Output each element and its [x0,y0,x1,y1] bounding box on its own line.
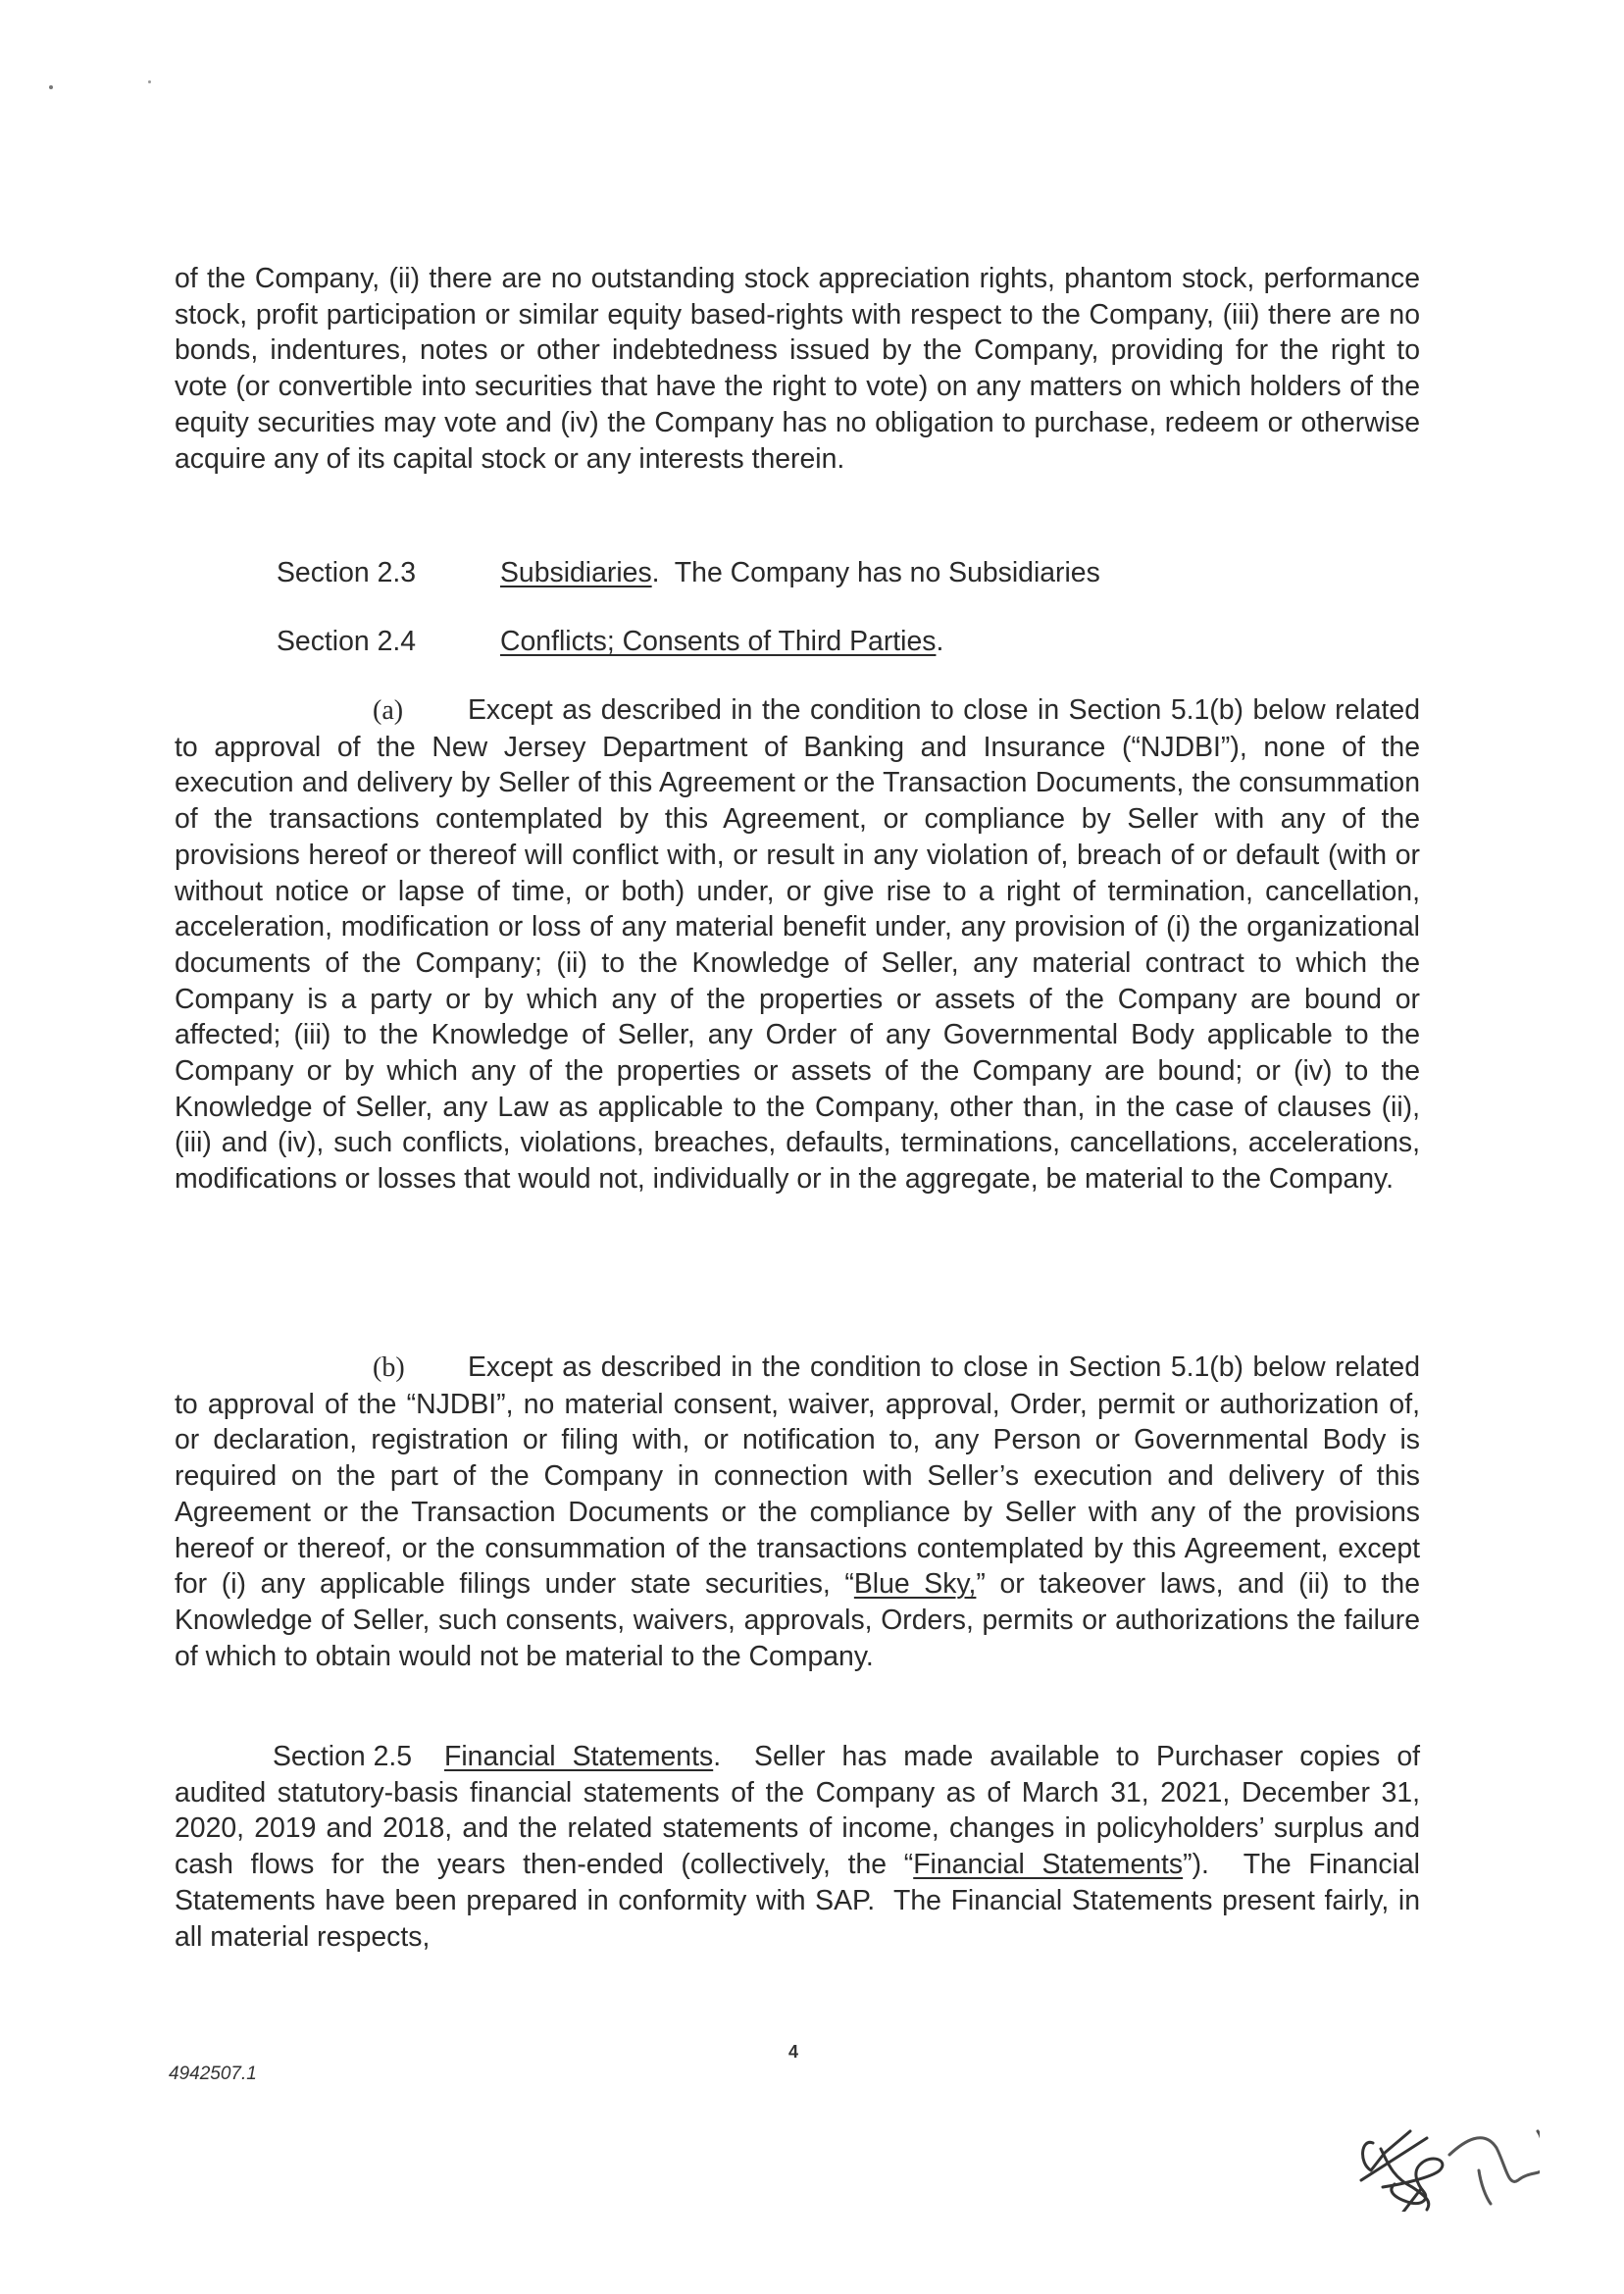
subsection-label: (b) [373,1352,405,1383]
subsection-text: ” or takeover laws, and (ii) to the Knowledge of Seller, such consents, waivers, approvals, Orders, permits or authorizations the failure of which to obtain would not be material to the Company. [175,1568,1420,1672]
intro-paragraph: of the Company, (ii) there are no outstanding stock appreciation rights, phantom stock, performance stock, profit participation or similar equity based-rights with respect to the Company, (iii) there are no bonds, indentures, notes or other indebtedness issued by the Company, providing for the right to vote (or convertible into securities that have the right to vote) on any matters on which holders of the equity securities may vote and (iv) the Company has no obligation to purchase, redeem or otherwise acquire any of its capital stock or any interests therein. [175,263,1420,475]
section-text: ”). The Financial Statements have been prepared in conformity with SAP. The Financial Statements present fairly, in all material respects, [175,1849,1428,1953]
document-id: 4942507.1 [169,2064,257,2084]
section-title-line [500,555,1100,591]
section-title: Conflicts; Consents of Third Parties [500,626,937,657]
subsection-text: Except as described in the condition to close in Section 5.1(b) below related to approval of the “NJDBI”, no material consent, waiver, approval, Order, permit or authorization of, or declaration, registration or filing with, or notification to, any Person or Governmental Body is required on the part of the Company in connection with Seller’s execution and delivery of this Agreement or the Transaction Documents or the compliance by Seller with any of the provisions hereof or thereof, or the consummation of the transactions contemplated by this Agreement, except for (i) any applicable filings under state securities, “ [175,1351,1420,1601]
page-number: 4 [788,2042,799,2062]
section-title-line [500,624,943,660]
section-title-punct: . [936,626,944,657]
scan-speck [148,80,151,83]
section-title: Financial Statements [444,1741,714,1772]
subsection-text: Except as described in the condition to close in Section 5.1(b) below related to approval of the New Jersey Department of Banking and Insurance (“NJDBI”), none of the execution and delivery by Seller of this Agreement or the Transaction Documents, the consummation of the transactions contemplated by this Agreement, or compliance by Seller with any of the provisions hereof or thereof will conflict with, or result in any violation of, breach of or default (with or without notice or lapse of time, or both) under, or give rise to a right of termination, cancellation, acceleration, modification or loss of any material benefit under, any provision of (i) the organizational documents of the Company; (ii) to the Knowledge of Seller, any material contract to which the Company is a party or by which any of the properties or assets of the Company are bound or affected; (iii) to the Knowledge of Seller, any Order of any Governmental Body applicable to the Company or by which any of the properties or assets of the Company are bound; or (iv) to the Knowledge of Seller, any Law as applicable to the Company, other than, in the case of clauses (ii), (iii) and (iv), such conflicts, violations, breaches, defaults, terminations, cancellations, accelerations, modifications or losses that would not, individually or in the aggregate, be material to the Company. [175,694,1420,1196]
section-2-5-paragraph [175,1739,1428,1955]
section-text: Seller has made available to Purchaser copies of audited statutory-basis financial statements of the Company as of March 31, 2021, December 31, 2020, 2019 and 2018, and the related statements of income, changes in policyholders’ surplus and cash flows for the years then-ended (collectively, the “ [175,1741,1428,1881]
section-number: Section 2.3 [277,557,417,588]
handwritten-initials-icon [1334,2094,1540,2212]
subsection-b-paragraph [175,1350,1420,1674]
section-number: Section 2.4 [277,626,417,657]
section-title-punct: . [651,557,660,588]
section-title-punct: . [713,1741,722,1772]
section-title: Subsidiaries [500,557,652,588]
subsection-a-paragraph [175,692,1420,1198]
defined-term: Blue Sky, [853,1568,977,1601]
section-text: The Company has no Subsidiaries [659,557,1100,588]
section-number: Section 2.5 [273,1741,413,1772]
defined-term: Financial Statements [913,1849,1184,1881]
scan-speck [49,85,53,89]
subsection-label: (a) [373,695,404,726]
